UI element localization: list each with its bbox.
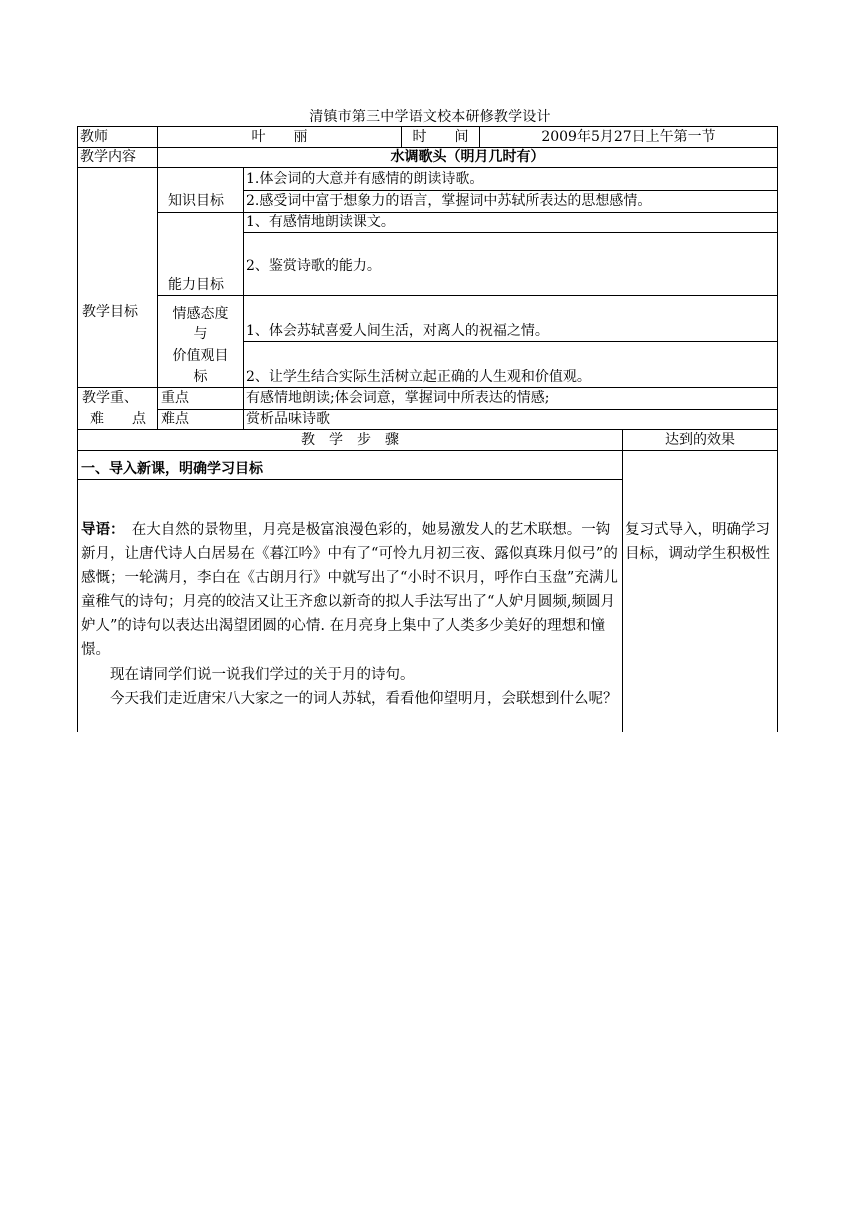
grid-line (243, 341, 777, 342)
intro-label: 导语： (81, 522, 118, 538)
teacher-name: 叶 丽 (251, 129, 308, 145)
teacher-label: 教师 (80, 129, 108, 145)
difficulty-value: 赏析品味诗歌 (246, 411, 330, 427)
knowledge-label: 知识目标 (168, 193, 224, 209)
ability-item: 1、有感情地朗读课文。 (246, 214, 395, 230)
emotion-label: 标 (193, 369, 208, 385)
grid-line (243, 167, 244, 429)
page-title: 清镇市第三中学语文校本研修教学设计 (309, 109, 551, 125)
grid-line (77, 126, 78, 732)
effect-text: 复习式导入，明确学习目标，调动学生积极性 (625, 522, 770, 562)
emotion-label: 与 (193, 326, 208, 342)
time-label: 时 间 (412, 129, 469, 145)
grid-line (243, 232, 777, 233)
emotion-item: 1、体会苏轼喜爱人间生活，对离人的祝福之情。 (246, 323, 549, 339)
emotion-label: 情感态度 (172, 306, 229, 322)
grid-line (77, 450, 777, 451)
focus-value: 有感情地朗读;体会词意，掌握词中所表达的情感; (246, 390, 550, 406)
section-title: 一、导入新课，明确学习目标 (81, 461, 263, 477)
grid-line (77, 429, 777, 430)
keypoints-label: 教学重、 (82, 390, 138, 406)
grid-line (77, 479, 622, 480)
intro-paragraph (81, 518, 620, 662)
ability-label: 能力目标 (168, 277, 224, 293)
paragraph-2: 现在请同学们说一说我们学过的关于月的诗句。 (110, 667, 415, 683)
grid-line (77, 167, 777, 168)
grid-line (77, 387, 777, 388)
steps-header: 教 学 步 骤 (301, 432, 399, 448)
grid-line (157, 295, 777, 296)
grid-line (77, 126, 777, 127)
time-value: 2009年5月27日上午第一节 (541, 129, 716, 145)
paragraph-3: 今天我们走近唐宋八大家之一的词人苏轼，看看他仰望明月，会联想到什么呢？ (110, 691, 618, 707)
knowledge-item: 1.体会词的大意并有感情的朗读诗歌。 (246, 171, 484, 187)
emotion-label: 价值观目 (172, 348, 229, 364)
grid-line (243, 190, 777, 191)
difficulty-label: 难点 (161, 411, 189, 427)
grid-line (622, 429, 623, 732)
effect-header: 达到的效果 (665, 432, 735, 448)
focus-label: 重点 (161, 390, 189, 406)
emotion-item: 2、让学生结合实际生活树立起正确的人生观和价值观。 (246, 369, 591, 385)
grid-line (777, 126, 778, 732)
content-label: 教学内容 (80, 149, 136, 165)
keypoints-label: 难 点 (90, 411, 146, 427)
ability-item: 2、鉴赏诗歌的能力。 (246, 258, 381, 274)
knowledge-item: 2.感受词中富于想象力的语言，掌握词中苏轼所表达的思想感情。 (246, 193, 652, 209)
objectives-label: 教学目标 (82, 304, 138, 320)
lesson-title: 水调歌头（明月几时有） (390, 149, 545, 165)
intro-text: 在大自然的景物里，月亮是极富浪漫色彩的，她易激发人的艺术联想。一钩新月，让唐代诗人白居易在《暮江吟》中有了“可怜九月初三夜、露似真珠月似弓”的感慨；一轮满月，李白在《古朗月行》中就写出了“小时不识月，呼作白玉盘”充满儿童稚气的诗句；月亮的皎洁又让王齐愈以新奇的拟人手法写出了“人妒月圆频,频圆月妒人”的诗句以表达出渴望团圆的心情. 在月亮身上集中了人类多少美好的理想和憧憬。 (81, 522, 618, 658)
